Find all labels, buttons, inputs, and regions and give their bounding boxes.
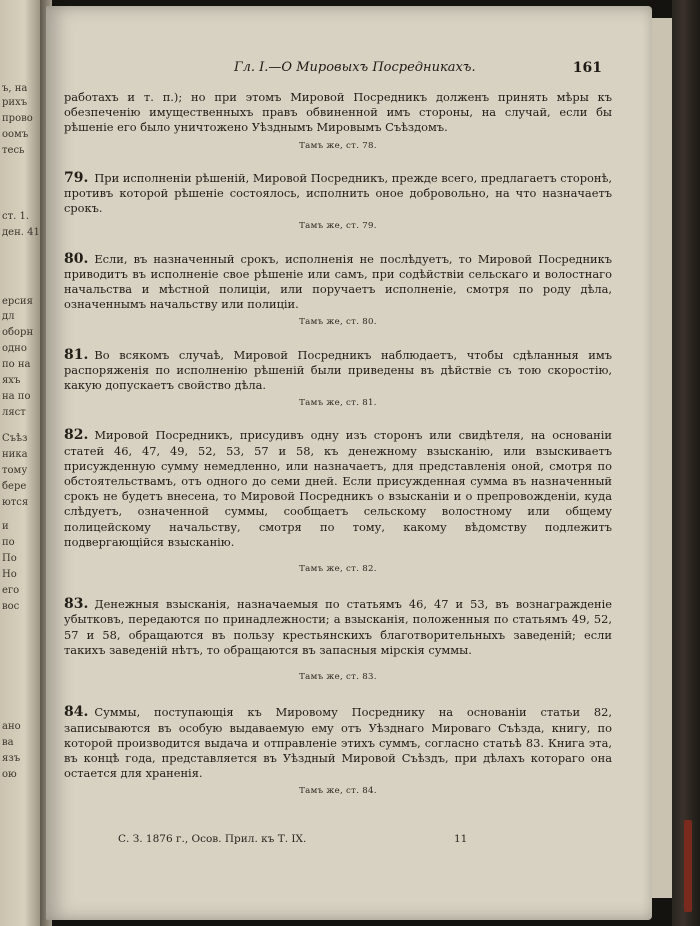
article-79: [64, 171, 612, 235]
margin-fragment: Съѣз: [2, 433, 28, 444]
article-number: 82.: [64, 427, 89, 444]
margin-fragment: дл: [2, 311, 15, 322]
margin-fragment: ника: [2, 449, 28, 460]
margin-fragment: по: [2, 537, 15, 548]
margin-fragment: ою: [2, 769, 17, 780]
margin-fragment: ано: [2, 721, 21, 732]
margin-fragment: одно: [2, 343, 27, 354]
margin-fragment: его: [2, 585, 20, 596]
article-text: Во всякомъ случаѣ, Мировой Посредникъ наблюдаетъ, чтобы сдѣланныя имъ распоряженія по исполненію рѣшеній были приведены въ дѣйствіе съ тою скоростію, какую допускаетъ свойство дѣла.: [64, 347, 612, 393]
page-body: [64, 90, 612, 800]
facing-left-page: [0, 0, 44, 926]
margin-fragment: ден. 41: [2, 227, 40, 238]
article-number: 84.: [64, 704, 89, 721]
margin-fragment: тесь: [2, 145, 25, 156]
margin-fragment: по на: [2, 359, 31, 370]
margin-fragment: на по: [2, 391, 31, 402]
source-reference: Тамъ же, ст. 79.: [299, 221, 377, 232]
source-reference: Тамъ же, ст. 81.: [299, 398, 377, 409]
article-number: 79.: [64, 169, 89, 186]
book-cover: [672, 0, 700, 926]
margin-fragment: оборн: [2, 327, 34, 338]
source-reference: Тамъ же, ст. 78.: [299, 140, 377, 151]
margin-fragment: ются: [2, 497, 29, 508]
margin-fragment: рихъ: [2, 97, 28, 108]
margin-fragment: ерсия: [2, 296, 33, 307]
article-83: [64, 597, 612, 685]
page-number: 161: [572, 60, 602, 76]
margin-fragment: вос: [2, 601, 20, 612]
source-reference: Тамъ же, ст. 84.: [299, 786, 377, 797]
article-80: [64, 252, 612, 331]
margin-fragment: тому: [2, 465, 28, 476]
continuation-text: работахъ и т. п.); но при этомъ Мировой Посредникъ долженъ принять мѣры къ обезпеченію имущественныхъ правъ обвиненной имъ стороны, на случай, если бы рѣшеніе его было уничтожено Уѣзднымъ Мировымъ Съѣздомъ.: [64, 90, 612, 135]
margin-fragment: ст. 1.: [2, 211, 30, 222]
article-text: Денежныя взысканія, назначаемыя по статьямъ 46, 47 и 53, въ вознагражденіе убытковъ, передаются по принадлежности; а взысканія, положенныя по статьямъ 49, 52, 57 и 58, обращаются въ пользу крестьянскихъ благотворительныхъ заведеній; если такихъ заведеній нѣтъ, то обращаются въ запасныя мірскія суммы.: [64, 597, 612, 657]
margin-fragment: ъ, на: [2, 83, 28, 94]
article-81: [64, 348, 612, 412]
article-82: [64, 428, 612, 577]
article-number: 80.: [64, 250, 89, 267]
article-text: Суммы, поступающія къ Мировому Посреднику на основаніи статьи 82, записываются въ особую выдаваемую ему отъ Уѣзднаго Мироваго Съѣзда, книгу, по которой производится выдача и отправленіе этихъ суммъ, согласно статьѣ 83. Книга эта, въ концѣ года, представляется въ Уѣздный Мировой Съѣздъ, при дѣлахъ котораго она остается для храненія.: [64, 705, 612, 781]
article-number: 83.: [64, 596, 89, 613]
margin-fragment: язъ: [2, 753, 21, 764]
article-text: Мировой Посредникъ, присудивъ одну изъ сторонъ или свидѣтеля, на основаніи статей 46, 47, 49, 52, 53, 57 и 58, къ денежному взысканію, или взыскиваетъ присужденную сумму немедленно, или назначаетъ, для представленія оной, смотря по обстоятельствамъ, отъ одного до семи дней. Если присужденная сумма въ назначенный срокъ не будетъ внесена, то Мировой Посредникъ о взысканіи и о препровожденіи, куда слѣдуетъ, означенной суммы, сообщаетъ сельскому волостному или общему полицейскому начальству, смотря по тому, какому вѣдомству подлежитъ подвергающійся взысканію.: [64, 428, 612, 549]
source-reference: Тамъ же, ст. 83.: [299, 672, 377, 683]
article-text: Если, въ назначенный срокъ, исполненія не послѣдуетъ, то Мировой Посредникъ приводитъ въ исполненіе свое рѣшеніе или самъ, при содѣйствіи сельскаго и волостнаго начальства и мѣстной полиціи, или поручаетъ исполненіе, смотря по роду дѣла, означеннымъ начальству или полиціи.: [64, 251, 612, 312]
margin-fragment: ляст: [2, 407, 26, 418]
article-number: 81.: [64, 346, 89, 363]
margin-fragment: ва: [2, 737, 14, 748]
article-84: [64, 705, 612, 799]
article-text: При исполненіи рѣшеній, Мировой Посредникъ, прежде всего, предлагаетъ сторонѣ, противъ которой рѣшеніе состоялось, исполнить оное добровольно, на что назначаетъ срокъ.: [64, 170, 612, 216]
source-reference: Тамъ же, ст. 82.: [299, 564, 377, 575]
margin-fragment: По: [2, 553, 17, 564]
footer-signature: С. З. 1876 г., Осов. Прил. къ Т. IX.: [118, 833, 307, 845]
chapter-title: Гл. I.—О Мировыхъ Посредникахъ.: [234, 60, 476, 75]
margin-fragment: Но: [2, 569, 17, 580]
sheet-number: 11: [454, 833, 468, 845]
running-head: [64, 60, 624, 80]
margin-fragment: бере: [2, 481, 27, 492]
margin-fragment: оомъ: [2, 129, 29, 140]
source-reference: Тамъ же, ст. 80.: [299, 317, 377, 328]
margin-fragment: яхъ: [2, 375, 21, 386]
cover-edge: [684, 820, 692, 912]
margin-fragment: прово: [2, 113, 33, 124]
margin-fragment: и: [2, 521, 9, 532]
